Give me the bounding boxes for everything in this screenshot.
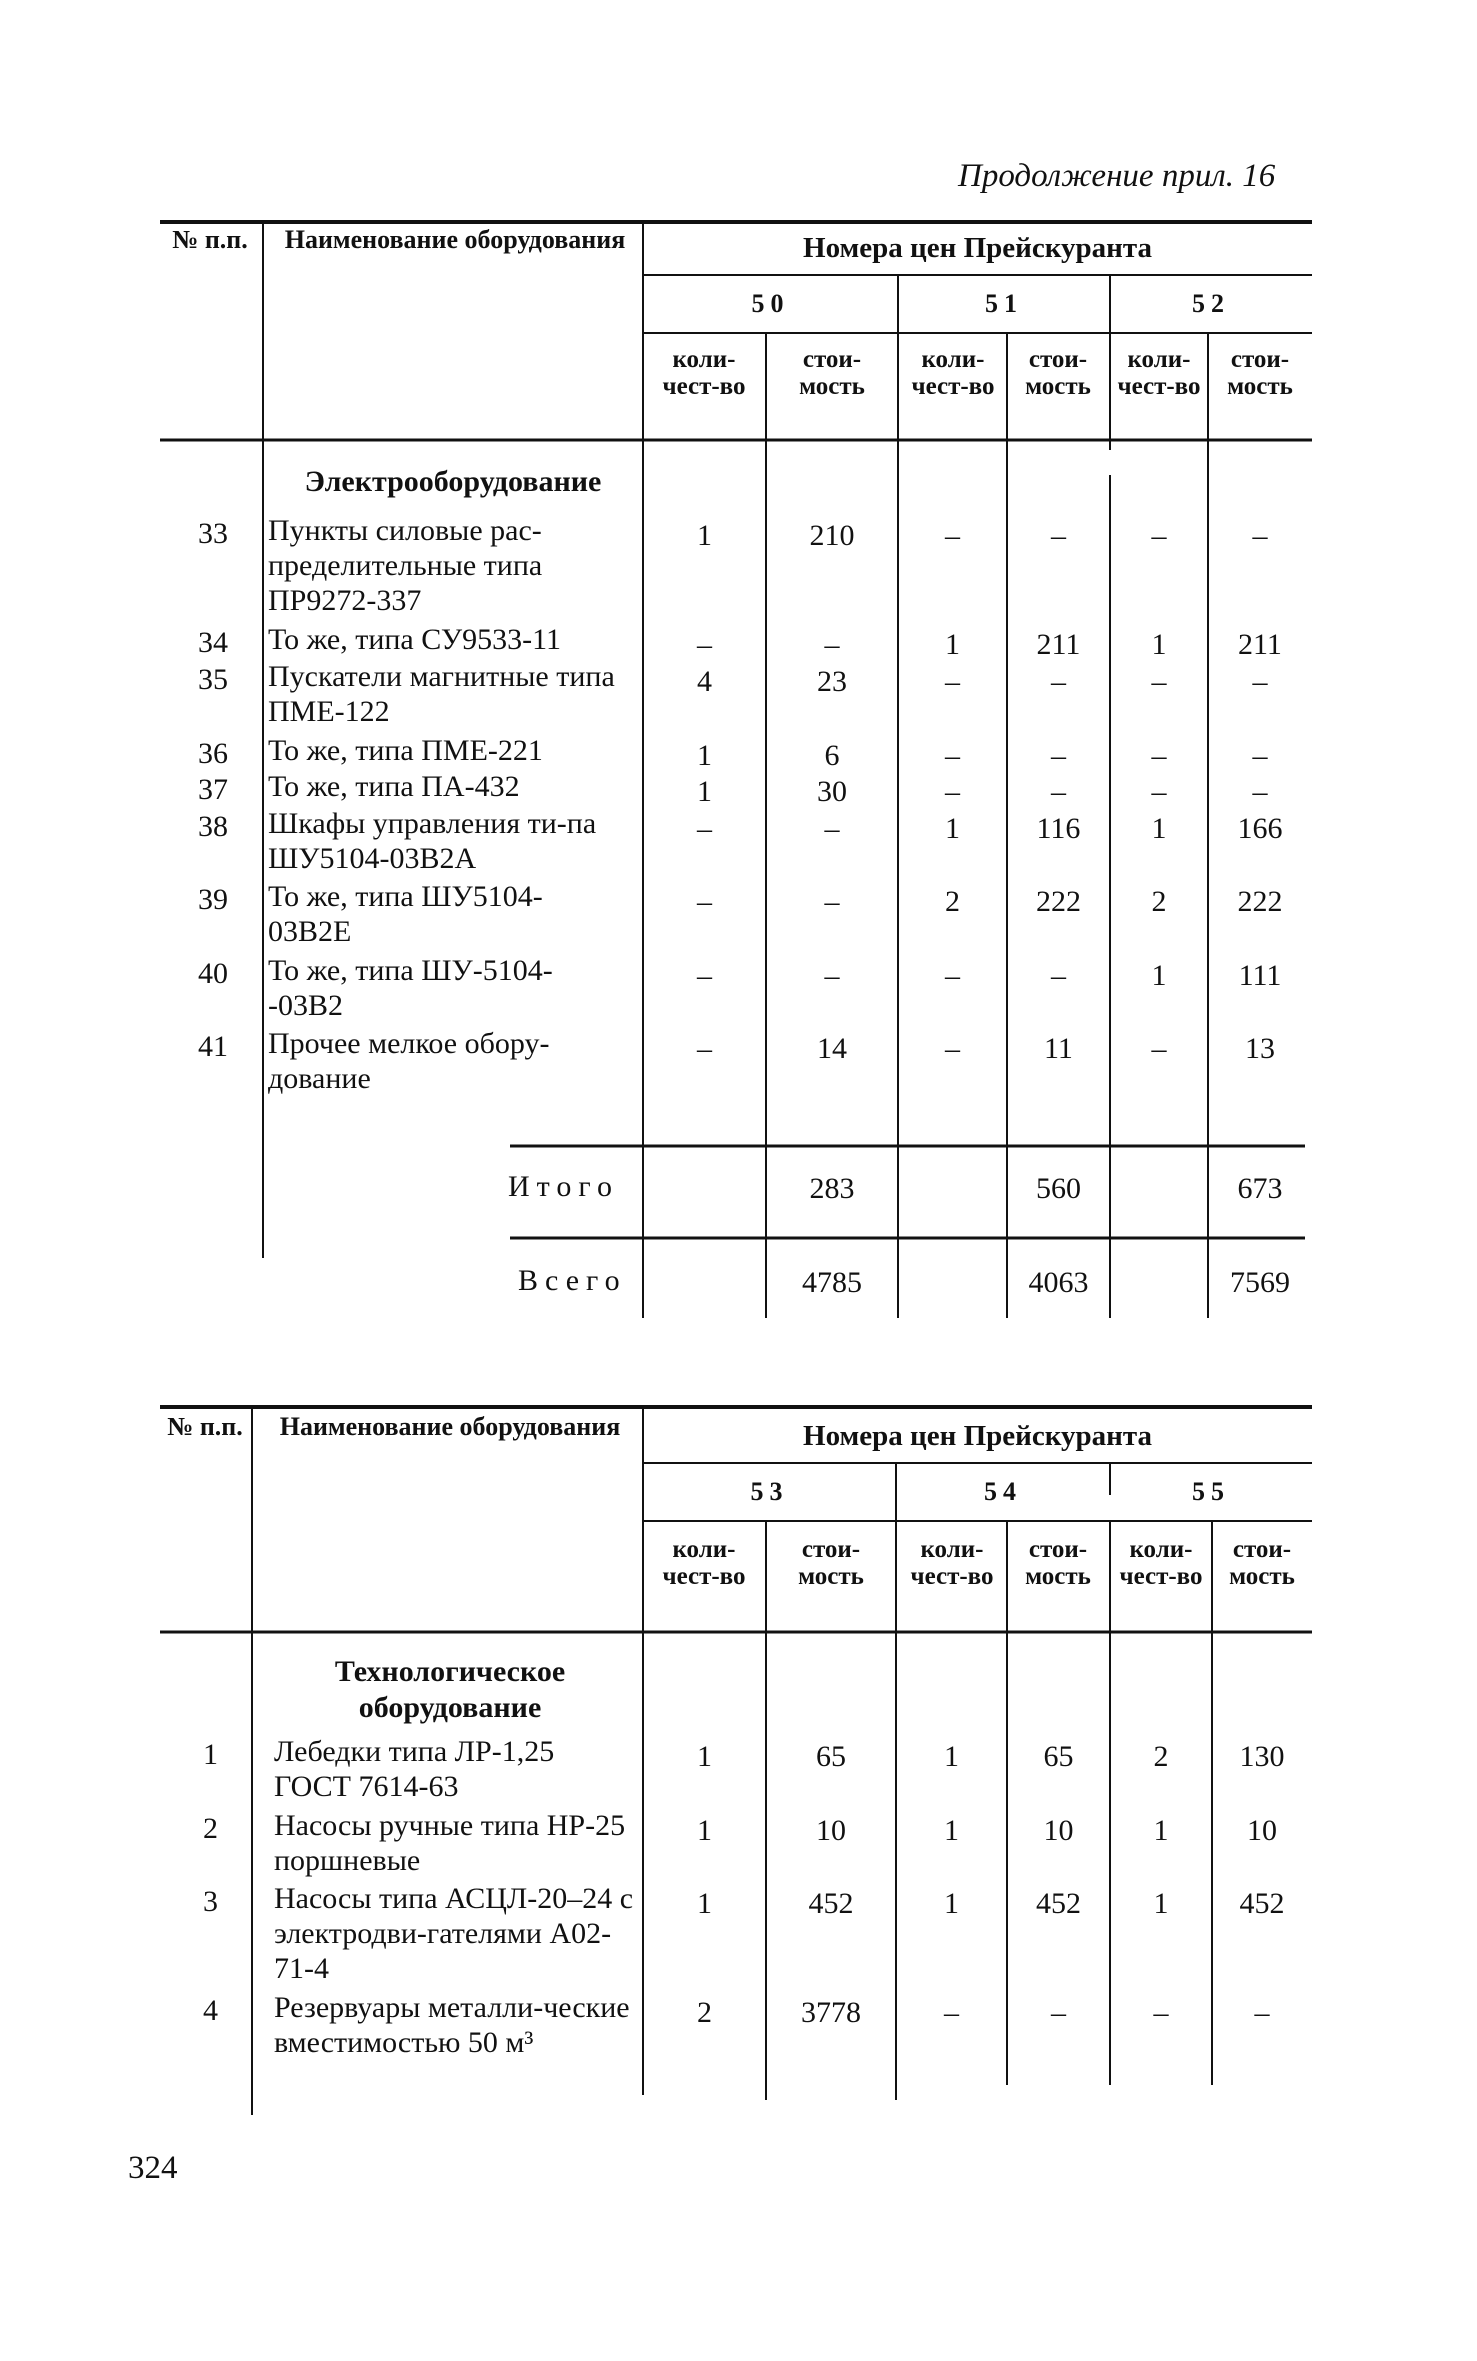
row-cell: 1	[945, 812, 960, 845]
total-value: 4063	[1028, 1266, 1089, 1299]
row-cell: –	[1151, 739, 1167, 772]
row-name: Насосы типа АСЦЛ-20–24 с электродви-гателями А02-71-4	[274, 1882, 634, 1985]
row-cell: 1	[944, 1814, 959, 1847]
row-cell: 2	[697, 1996, 712, 2029]
subtotal-value: 283	[809, 1172, 855, 1205]
row-cell: 1	[1151, 628, 1167, 661]
row-cell: –	[1151, 775, 1167, 808]
row-cell: 2	[1153, 1740, 1169, 1773]
row-cell: 166	[1237, 812, 1283, 845]
row-cell: –	[1151, 519, 1167, 552]
row-number: 39	[198, 883, 228, 916]
row-cell: 2	[945, 885, 960, 918]
row-cell: 1	[1153, 1887, 1169, 1920]
row-cell: 116	[1036, 812, 1081, 845]
row-name: То же, типа ШУ-5104--03В2	[268, 954, 553, 1022]
row-name: Пускатели магнитные типа ПМЕ-122	[268, 660, 615, 728]
row-cell: 452	[1239, 1887, 1285, 1920]
col-number-header: № п.п.	[172, 225, 248, 254]
row-cell: 1	[697, 775, 712, 808]
row-number: 41	[198, 1030, 228, 1063]
row-cell: –	[1252, 739, 1268, 772]
row-cell: 1	[697, 1814, 712, 1847]
cost-header: стои-мость	[1025, 346, 1091, 400]
group-53-header: 53	[750, 1477, 789, 1506]
row-cell: 1	[697, 519, 712, 552]
row-cell: 65	[816, 1740, 846, 1773]
row-number: 1	[203, 1738, 218, 1771]
row-cell: –	[944, 1996, 959, 2029]
row-number: 37	[198, 773, 228, 806]
section-heading: Технологическое оборудование	[334, 1655, 566, 1724]
total-value: 7569	[1230, 1266, 1290, 1299]
cost-header: стои-мость	[798, 1536, 864, 1590]
cost-header: стои-мость	[799, 346, 865, 400]
row-name: Насосы ручные типа НР-25 поршневые	[274, 1809, 626, 1877]
row-cell: –	[1051, 959, 1066, 992]
row-name: Лебедки типа ЛР-1,25 ГОСТ 7614-63	[274, 1735, 555, 1803]
row-cell: 211	[1036, 628, 1081, 661]
row-cell: 23	[817, 665, 847, 698]
subtotal-value: 560	[1036, 1172, 1081, 1205]
row-cell: 452	[1036, 1887, 1081, 1920]
row-cell: 11	[1044, 1032, 1073, 1065]
col-group-header: Номера цен Прейскуранта	[803, 1420, 1152, 1452]
row-cell: 10	[1247, 1814, 1277, 1847]
row-cell: –	[697, 812, 712, 845]
row-cell: 4	[697, 665, 712, 698]
row-cell: 222	[1237, 885, 1283, 918]
section-heading: Электрооборудование	[304, 465, 602, 498]
row-cell: 222	[1036, 885, 1081, 918]
row-cell: –	[945, 665, 960, 698]
row-number: 3	[203, 1885, 218, 1918]
total-label: Всего	[518, 1264, 627, 1297]
row-cell: 1	[697, 1887, 712, 1920]
col-name-header: Наименование оборудования	[279, 1412, 621, 1441]
cost-header: стои-мость	[1227, 346, 1293, 400]
row-cell: 3778	[801, 1996, 861, 2029]
subtotal-value: 673	[1237, 1172, 1283, 1205]
total-value: 4785	[802, 1266, 862, 1299]
qty-header: коли-чест-во	[1117, 346, 1201, 400]
row-number: 38	[198, 810, 228, 843]
row-cell: 130	[1239, 1740, 1285, 1773]
row-number: 4	[203, 1994, 218, 2027]
row-cell: –	[1252, 665, 1268, 698]
row-cell: –	[1151, 665, 1167, 698]
row-cell: –	[1254, 1996, 1270, 2029]
row-cell: –	[945, 959, 960, 992]
row-cell: 2	[1151, 885, 1167, 918]
row-cell: –	[1151, 1032, 1167, 1065]
row-cell: –	[697, 885, 712, 918]
row-cell: –	[945, 1032, 960, 1065]
col-name-header: Наименование оборудования	[284, 225, 626, 254]
row-cell: 1	[1151, 959, 1167, 992]
row-cell: –	[1051, 1996, 1066, 2029]
qty-header: коли-чест-во	[662, 1536, 746, 1590]
group-55-header: 55	[1192, 1477, 1230, 1506]
row-cell: 10	[816, 1814, 846, 1847]
row-cell: 1	[944, 1740, 959, 1773]
row-name: Пункты силовые рас-пределительные типа ПР9272-337	[268, 514, 543, 617]
row-number: 34	[198, 626, 228, 659]
row-cell: –	[824, 812, 840, 845]
row-cell: 210	[809, 519, 855, 552]
group-51-header: 51	[985, 289, 1023, 318]
row-name: Шкафы управления ти-па ШУ5104-03В2А	[268, 807, 597, 875]
row-cell: 452	[808, 1887, 854, 1920]
row-cell: –	[1252, 775, 1268, 808]
continuation-caption: Продолжение прил. 16	[958, 158, 1276, 194]
row-cell: –	[824, 959, 840, 992]
row-name: То же, типа СУ9533-11	[268, 623, 561, 656]
row-number: 36	[198, 737, 228, 770]
cost-header: стои-мость	[1025, 1536, 1091, 1590]
col-number-header: № п.п.	[167, 1412, 243, 1441]
row-cell: 1	[1151, 812, 1167, 845]
row-cell: –	[1051, 739, 1066, 772]
qty-header: коли-чест-во	[911, 346, 995, 400]
row-cell: 1	[697, 1740, 712, 1773]
qty-header: коли-чест-во	[1119, 1536, 1203, 1590]
row-cell: –	[1051, 519, 1066, 552]
row-cell: 1	[697, 739, 712, 772]
row-cell: –	[697, 1032, 712, 1065]
row-number: 40	[198, 957, 228, 990]
cost-header: стои-мость	[1229, 1536, 1295, 1590]
row-cell: 14	[817, 1032, 847, 1065]
row-cell: 1	[1153, 1814, 1169, 1847]
row-cell: –	[945, 739, 960, 772]
row-cell: –	[945, 775, 960, 808]
page-number: 324	[128, 2150, 178, 2186]
row-cell: –	[1051, 665, 1066, 698]
row-cell: –	[1252, 519, 1268, 552]
row-name: То же, типа ПМЕ-221	[268, 734, 543, 767]
row-cell: –	[824, 885, 840, 918]
row-cell: –	[1153, 1996, 1169, 2029]
row-cell: 30	[817, 775, 847, 808]
row-cell: –	[1051, 775, 1066, 808]
row-cell: 10	[1043, 1814, 1074, 1847]
col-group-header: Номера цен Прейскуранта	[803, 232, 1152, 264]
row-cell: 111	[1238, 959, 1282, 992]
row-cell: 13	[1245, 1032, 1275, 1065]
row-cell: –	[945, 519, 960, 552]
row-cell: –	[824, 628, 840, 661]
row-cell: 1	[945, 628, 960, 661]
row-cell: 65	[1043, 1740, 1074, 1773]
row-cell: –	[697, 959, 712, 992]
row-name: Резервуары металли-ческие вместимостью 50 м³	[274, 1991, 630, 2059]
row-cell: 6	[824, 739, 840, 772]
row-name: То же, типа ПА-432	[268, 770, 520, 803]
group-54-header: 54	[984, 1477, 1022, 1506]
row-cell: 211	[1238, 628, 1282, 661]
subtotal-label: Итого	[508, 1170, 619, 1203]
qty-header: коли-чест-во	[662, 346, 746, 400]
row-cell: –	[697, 628, 712, 661]
row-name: То же, типа ШУ5104-03В2Е	[268, 880, 543, 948]
group-52-header: 52	[1192, 289, 1230, 318]
row-number: 35	[198, 663, 228, 696]
group-50-header: 50	[751, 289, 790, 318]
row-cell: 1	[944, 1887, 959, 1920]
row-number: 2	[203, 1812, 218, 1845]
row-number: 33	[198, 517, 228, 550]
qty-header: коли-чест-во	[910, 1536, 994, 1590]
row-name: Прочее мелкое обору-дование	[268, 1027, 550, 1095]
